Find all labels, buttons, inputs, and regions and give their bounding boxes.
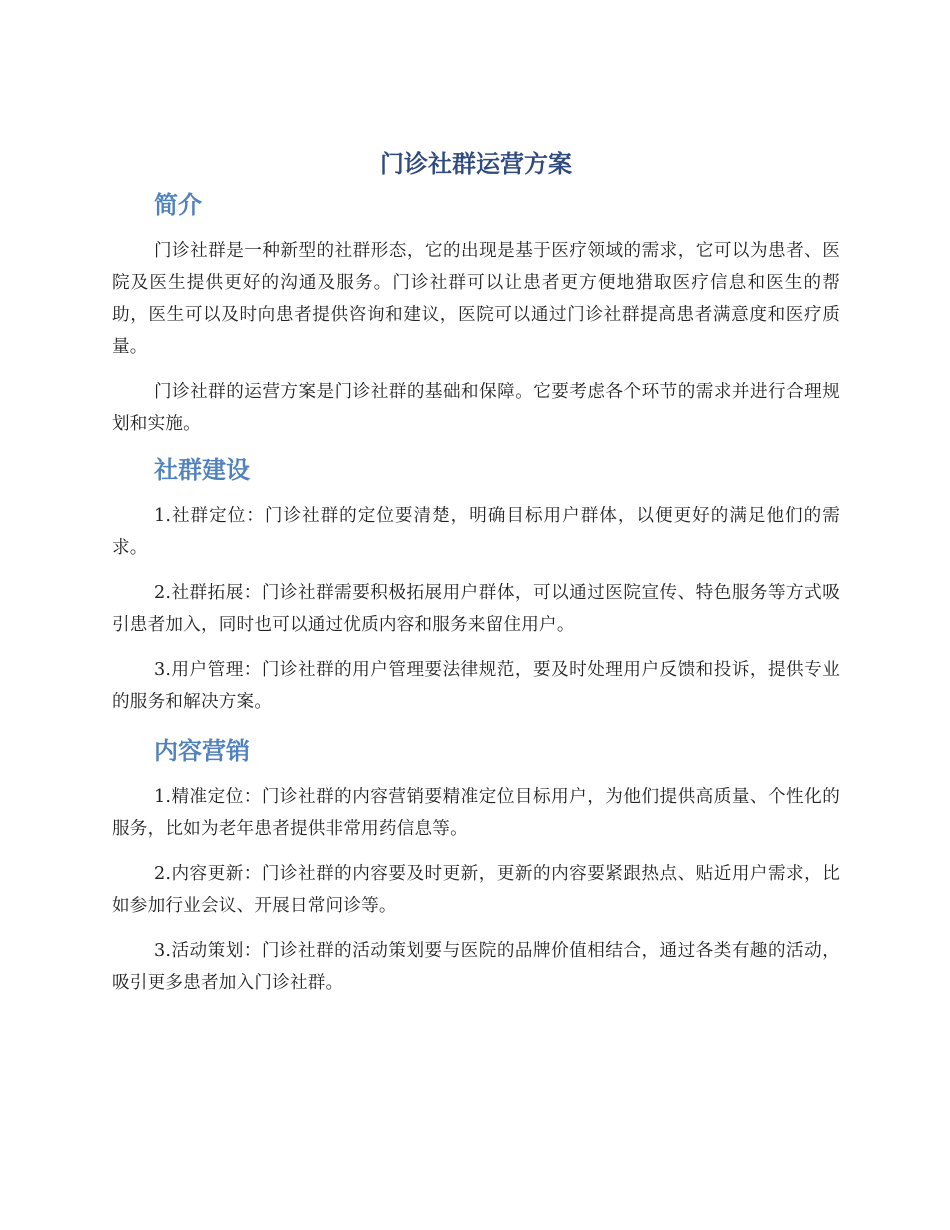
content-item-targeting: 1.精准定位：门诊社群的内容营销要精准定位目标用户，为他们提供高质量、个性化的服务，比如为老年患者提供非常用药信息等。 (112, 787, 840, 839)
community-item-user-management: 3.用户管理：门诊社群的用户管理要法律规范，要及时处理用户反馈和投诉，提供专业的服务和解决方案。 (112, 660, 840, 712)
content-item-activity-planning: 3.活动策划：门诊社群的活动策划要与医院的品牌价值相结合，通过各类有趣的活动，吸引更多患者加入门诊社群。 (112, 941, 840, 993)
intro-paragraph-2: 门诊社群的运营方案是门诊社群的基础和保障。它要考虑各个环节的需求并进行合理规划和实施。 (112, 382, 840, 434)
document-page (112, 140, 840, 1012)
community-item-expansion: 2.社群拓展：门诊社群需要积极拓展用户群体，可以通过医院宣传、特色服务等方式吸引患者加入，同时也可以通过优质内容和服务来留住用户。 (112, 583, 840, 635)
section-heading-intro: 简介 (154, 191, 202, 219)
community-item-positioning: 1.社群定位：门诊社群的定位要清楚，明确目标用户群体，以便更好的满足他们的需求。 (112, 506, 840, 558)
section-intro (112, 188, 840, 440)
section-community-building (112, 453, 840, 718)
section-heading-community-building: 社群建设 (154, 456, 250, 484)
section-heading-content-marketing: 内容营销 (154, 737, 250, 765)
intro-paragraph-1: 门诊社群是一种新型的社群形态，它的出现是基于医疗领域的需求，它可以为患者、医院及医生提供更好的沟通及服务。门诊社群可以让患者更方便地猎取医疗信息和医生的帮助，医生可以及时向患者提供咨询和建议，医院可以通过门诊社群提高患者满意度和医疗质量。 (112, 241, 840, 357)
section-content-marketing (112, 734, 840, 999)
page-title: 门诊社群运营方案 (380, 150, 572, 178)
content-item-updates: 2.内容更新：门诊社群的内容要及时更新，更新的内容要紧跟热点、贴近用户需求，比如参加行业会议、开展日常问诊等。 (112, 864, 840, 916)
